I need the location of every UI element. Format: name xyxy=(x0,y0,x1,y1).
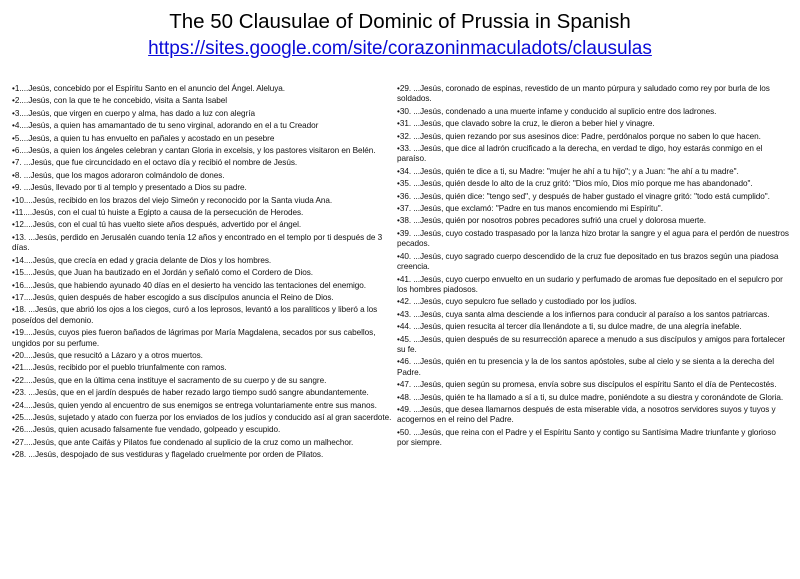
clausula-item: •32. ...Jesús, quien rezando por sus asesinos dice: Padre, perdónalos porque no saben lo que hacen. xyxy=(397,131,761,141)
clausula-item: •12....Jesús, con el cual tú has vuelto siete años después, advertido por el ángel. xyxy=(12,220,302,230)
clausula-item: •16....Jesús, que habiendo ayunado 40 días en el desierto ha vencido las tentaciones del enemigo. xyxy=(12,280,366,290)
clausula-item: •8. ...Jesús, que los magos adoraron colmándolo de dones. xyxy=(12,170,225,180)
clausula-item: •39. ...Jesús, cuyo costado traspasado por la lanza hizo brotar la sangre y el agua para el perdón de nuestros pecados. xyxy=(397,228,789,249)
clausula-item: •15....Jesús, que Juan ha bautizado en el Jordán y señaló como el Cordero de Dios. xyxy=(12,268,313,278)
clausula-item: •47. ...Jesús, quien según su promesa, envía sobre sus discípulos el espíritu Santo el día de Pentecostés. xyxy=(397,380,777,390)
clausula-item: •44. ...Jesús, quien resucita al tercer día llenándote a ti, su dulce madre, de una alegría inefable. xyxy=(397,322,742,332)
clausula-item: •40. ...Jesús, cuyo sagrado cuerpo descendido de la cruz fue depositado en tus brazos según una piadosa creencia. xyxy=(397,251,779,272)
clausula-item: •46. ...Jesús, quién en tu presencia y la de los santos apóstoles, sube al cielo y se sienta a la derecha del Padre. xyxy=(397,357,775,377)
clausula-item: •27....Jesús, que ante Caifás y Pilatos fue condenado al suplicio de la cruz como un malhechor. xyxy=(12,437,354,447)
clausula-item: •45. ...Jesús, quien después de su resurrección aparece a menudo a sus discípulos y amigos para fortalecer su fe. xyxy=(397,334,786,354)
clausula-item: •36. ...Jesús, quién dice: "tengo sed", y después de haber gustado el vinagre gritó: "todo está cumplido". xyxy=(397,191,770,201)
clausula-item: •13. ...Jesús, perdido en Jerusalén cuando tenía 12 años y encontrado en el templo por ti después de 3 días. xyxy=(12,232,383,253)
clausula-item: •41. ...Jesús, cuyo cuerpo envuelto en un sudario y perfumado de aromas fue depositado en el sepulcro por los hombres piadosos. xyxy=(397,274,783,294)
clausulas-left-column xyxy=(12,84,392,463)
clausula-item: •38. ...Jesús, quién por nosotros pobres pecadores sufrió una cruel y dolorosa muerte. xyxy=(397,216,706,226)
clausula-item: •1....Jesús, concebido por el Espíritu Santo en el anuncio del Ángel. Aleluya. xyxy=(12,84,285,93)
clausula-item: •24....Jesús, quien yendo al encuentro de sus enemigos se entrega voluntariamente entre sus manos. xyxy=(12,400,377,410)
page-title: The 50 Clausulae of Dominic of Prussia in Spanish xyxy=(169,10,631,33)
clausula-item: •33. ...Jesús, que dice al ladrón crucificado a la derecha, en verdad te digo, hoy estarás conmigo en el paraíso. xyxy=(397,144,763,164)
clausula-item: •7. ...Jesús, que fue circuncidado en el octavo día y recibió el nombre de Jesús. xyxy=(12,158,298,168)
clausula-item: •42. ...Jesús, cuyo sepulcro fue sellado y custodiado por los judíos. xyxy=(397,297,637,307)
clausula-item: •20....Jesús, que resucitó a Lázaro y a otros muertos. xyxy=(12,350,203,360)
clausulas-right-column xyxy=(397,84,789,451)
clausula-item: •18. ...Jesús, que abrió los ojos a los ciegos, curó a los leprosos, levantó a los paralíticos y liberó a los poseídos del demonio. xyxy=(12,305,378,325)
clausula-item: •17....Jesús, quien después de haber escogido a sus discípulos anuncia el Reino de Dios. xyxy=(12,292,334,302)
clausula-item: •31. ...Jesús, que clavado sobre la cruz, le dieron a beber hiel y vinagre. xyxy=(397,119,655,129)
clausula-item: •28. ...Jesús, despojado de sus vestiduras y flagelado cruelmente por orden de Pilatos. xyxy=(12,450,324,460)
clausula-item: •4....Jesús, a quien has amamantado de tu seno virginal, adorando en el a tu Creador xyxy=(12,121,319,131)
clausula-item: •49. ...Jesús, que desea llamarnos después de esta miserable vida, a nosotros servidores suyos y tuyos y acogernos en el reino del Padre. xyxy=(397,404,776,425)
clausula-item: •21....Jesús, recibido por el pueblo triunfalmente con ramos. xyxy=(12,363,227,373)
clausula-item: •2....Jesús, con la que te he concebido, visita a Santa Isabel xyxy=(12,96,228,106)
clausula-item: •14....Jesús, que crecía en edad y gracia delante de Dios y los hombres. xyxy=(12,255,272,265)
clausula-item: •29. ...Jesús, coronado de espinas, revestido de un manto púrpura y saludado como rey por burla de los soldados. xyxy=(397,84,770,104)
clausula-item: •30. ...Jesús, condenado a una muerte infame y conducido al suplicio entre dos ladrones. xyxy=(397,106,717,116)
clausula-item: •48. ...Jesús, quién te ha llamado a sí a ti, su dulce madre, poniéndote a su diestra y coronándote de Gloria. xyxy=(397,392,784,402)
clausula-item: •6....Jesús, a quien los ángeles celebran y cantan Gloria in excelsis, y los pastores visitaron en Belén. xyxy=(12,146,376,156)
clausula-item: •50. ...Jesús, que reina con el Padre y el Espíritu Santo y contigo su Santísima Madre triunfante y glorioso por siempre. xyxy=(397,427,776,448)
clausula-item: •5....Jesús, a quien tu has envuelto en pañales y acostado en un pesebre xyxy=(12,133,275,143)
clausula-item: •3....Jesús, que virgen en cuerpo y alma, has dado a luz con alegría xyxy=(12,108,255,118)
clausula-item: •19....Jesús, cuyos pies fueron bañados de lágrimas por María Magdalena, secados por sus cabellos, ungidos por su perfume. xyxy=(12,328,376,348)
clausula-item: •11....Jesús, con el cual tú huiste a Egipto a causa de la persecución de Herodes. xyxy=(12,208,304,218)
clausula-item: •37. ...Jesús, que exclamó: "Padre en tus manos encomiendo mi Espíritu". xyxy=(397,204,663,214)
clausula-item: •26....Jesús, quien acusado falsamente fue vendado, golpeado y escupido. xyxy=(12,425,281,435)
clausula-item: •23. ...Jesús, que en el jardín después de haber rezado largo tiempo sudó sangre abundantemente. xyxy=(12,388,369,398)
clausula-item: •25....Jesús, sujetado y atado con fuerza por los enviados de los judíos y conducido así al gran sacerdote. xyxy=(12,412,392,422)
clausula-item: •22....Jesús, que en la última cena instituye el sacramento de su cuerpo y de su sangre. xyxy=(12,375,327,385)
clausula-item: •10....Jesús, recibido en los brazos del viejo Simeón y reconocido por la Santa viuda Ana. xyxy=(12,195,333,205)
source-link[interactable]: https://sites.google.com/site/corazoninmaculadots/clausulas xyxy=(148,38,652,59)
clausula-item: •35. ...Jesús, quién desde lo alto de la cruz gritó: "Dios mío, Dios mío porque me has abandonado". xyxy=(397,179,753,189)
clausula-item: •9. ...Jesús, llevado por ti al templo y presentado a Dios su padre. xyxy=(12,183,247,193)
clausula-item: •34. ...Jesús, quién te dice a ti, su Madre: "mujer he ahí a tu hijo"; y a Juan: "he ahí a tu madre". xyxy=(397,166,739,176)
clausula-item: •43. ...Jesús, cuya santa alma desciende a los infiernos para conducir al paraíso a los santos patriarcas. xyxy=(397,309,770,319)
